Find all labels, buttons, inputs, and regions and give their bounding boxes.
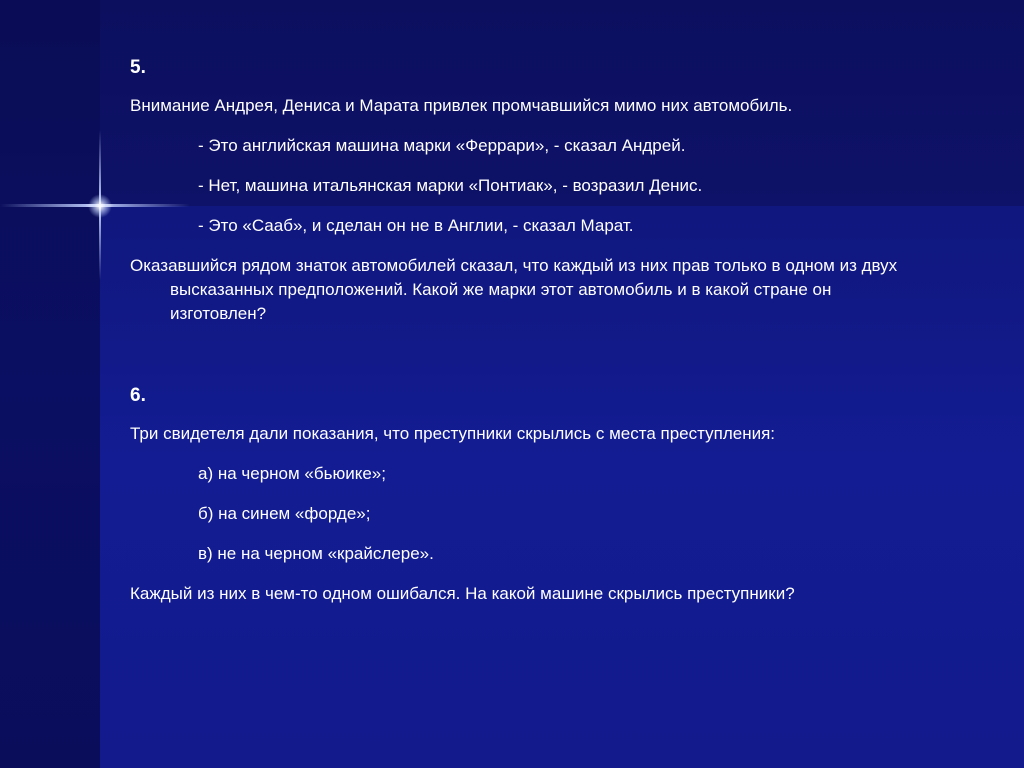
problem-5-intro: Внимание Андрея, Дениса и Марата привлек промчавшийся мимо них автомобиль. [130, 96, 793, 115]
problem-6 [130, 384, 930, 606]
problem-5 [130, 56, 930, 326]
problem-5-line-2: - Нет, машина итальянская марки «Понтиак», - возразил Денис. [198, 176, 703, 195]
spacer [130, 342, 930, 384]
problem-5-line-3: - Это «Сааб», и сделан он не в Англии, - сказал Марат. [198, 216, 634, 235]
problem-6-question: Каждый из них в чем-то одном ошибался. На какой машине скрылись преступники? [130, 584, 795, 603]
background-left-panel [0, 0, 100, 768]
slide-content [130, 56, 930, 622]
problem-5-number: 5. [130, 57, 146, 78]
problem-6-intro: Три свидетеля дали показания, что преступники скрылись с места преступления: [130, 424, 776, 443]
problem-6-line-3: в) не на черном «крайслере». [198, 544, 434, 563]
problem-5-question: Оказавшийся рядом знаток автомобилей сказал, что каждый из них прав только в одном из двух высказанных предположений. Какой же марки этот автомобиль и в какой стране он изготовлен? [130, 256, 898, 323]
problem-6-line-2: б) на синем «форде»; [198, 504, 371, 523]
problem-6-number: 6. [130, 385, 146, 406]
star-flare-icon [88, 194, 112, 218]
problem-5-line-1: - Это английская машина марки «Феррари», - сказал Андрей. [198, 136, 686, 155]
problem-6-line-1: а) на черном «бьюике»; [198, 464, 386, 483]
